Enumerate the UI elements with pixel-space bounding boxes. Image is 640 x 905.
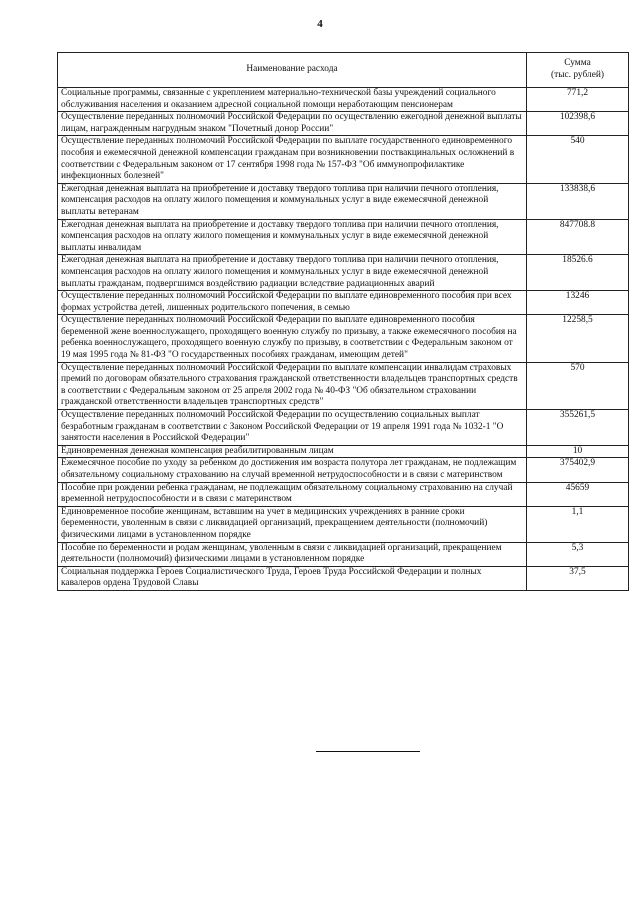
expense-sum: 37,5 [527, 566, 629, 590]
expense-sum: 10 [527, 445, 629, 458]
table-row [58, 291, 629, 315]
expense-sum: 771,2 [527, 88, 629, 112]
header-name-cell [58, 53, 527, 88]
table-row [58, 315, 629, 362]
table-row [58, 482, 629, 506]
table-row [58, 112, 629, 136]
expense-name: Осуществление переданных полномочий Российской Федерации по выплате единовременного пособия беременной жене военнослужащего, проходящего военную службу по призыву, а также ежемесячного пособия на ребенка военнослужащего, проходящего военную службу по призыву, в соответствии с Федеральным законом от 19 мая 1995 года № 81-ФЗ "О государственных пособиях гражданам, имеющим детей" [58, 315, 527, 362]
expense-sum: 5,3 [527, 542, 629, 566]
end-divider-line [316, 751, 420, 752]
page-number: 4 [317, 18, 323, 30]
expense-name: Социальная поддержка Героев Социалистического Труда, Героев Труда Российской Федерации и полных кавалеров ордена Трудовой Славы [58, 566, 527, 590]
table-row [58, 219, 629, 255]
expense-sum: 12258,5 [527, 315, 629, 362]
table-row [58, 458, 629, 482]
expense-name: Осуществление переданных полномочий Российской Федерации по осуществлению социальных выплат безработным гражданам в соответствии с Законом Российской Федерации от 19 апреля 1991 года № 1032-1 "О занятости населения в Российской Федерации" [58, 410, 527, 446]
table-row [58, 542, 629, 566]
expense-sum: 847708.8 [527, 219, 629, 255]
header-sum-label: Сумма [564, 58, 591, 69]
expense-sum: 13246 [527, 291, 629, 315]
table-row [58, 445, 629, 458]
header-sum-unit: (тыс. рублей) [550, 70, 604, 80]
expense-name: Пособие при рождении ребенка гражданам, не подлежащим обязательному социальному страхованию на случай временной нетрудоспособности и в связи с материнством [58, 482, 527, 506]
expense-sum: 18526.6 [527, 255, 629, 291]
expense-sum: 355261,5 [527, 410, 629, 446]
expense-name: Социальные программы, связанные с укреплением материально-технической базы учреждений социального обслуживания населения и оказанием адресной социальной помощи неработающим пенсионерам [58, 88, 527, 112]
expense-name: Пособие по беременности и родам женщинам, уволенным в связи с ликвидацией организаций, прекращением деятельности (полномочий) физическими лицами в установленном порядке [58, 542, 527, 566]
table-row [58, 410, 629, 446]
table-row [58, 566, 629, 590]
expense-sum: 133838,6 [527, 183, 629, 219]
table-row [58, 88, 629, 112]
expense-sum: 540 [527, 136, 629, 183]
header-sum-cell [527, 53, 629, 88]
expense-name: Ежегодная денежная выплата на приобретение и доставку твердого топлива при наличии печного отопления, компенсация расходов на оплату жилого помещения и коммунальных услуг в виде ежемесячной денежной выплаты инвалидам [58, 219, 527, 255]
table-row [58, 255, 629, 291]
expense-sum: 102398,6 [527, 112, 629, 136]
expense-name: Ежегодная денежная выплата на приобретение и доставку твердого топлива при наличии печного отопления, компенсация расходов на оплату жилого помещения и коммунальных услуг в виде ежемесячной денежной выплаты гражданам, подвергшимся воздействию радиации вследствие радиационных аварий [58, 255, 527, 291]
expense-name: Осуществление переданных полномочий Российской Федерации по выплате компенсации инвалидам страховых премий по договорам обязательного страхования гражданской ответственности владельцев транспортных средств в соответствии с Федеральным законом от 25 апреля 2002 года № 40-ФЗ "Об обязательном страховании гражданской ответственности владельцев транспортных средств" [58, 362, 527, 409]
expense-sum: 1,1 [527, 506, 629, 542]
expense-name: Осуществление переданных полномочий Российской Федерации по выплате единовременного пособия при всех формах устройства детей, лишенных родительского попечения, в семью [58, 291, 527, 315]
expense-name: Ежемесячное пособие по уходу за ребенком до достижения им возраста полутора лет гражданам, не подлежащим обязательному социальному страхованию на случай временной нетрудоспособности и в связи с материнством [58, 458, 527, 482]
table-row [58, 362, 629, 409]
expense-name: Единовременная денежная компенсация реабилитированным лицам [58, 445, 527, 458]
table-row [58, 506, 629, 542]
expense-sum: 570 [527, 362, 629, 409]
expense-sum: 375402,9 [527, 458, 629, 482]
expense-name: Единовременное пособие женщинам, вставшим на учет в медицинских учреждениях в ранние сроки беременности, уволенным в связи с ликвидацией организаций, прекращением деятельности (полномочий) физическими лицами в установленном порядке [58, 506, 527, 542]
table-row [58, 136, 629, 183]
expense-name: Осуществление переданных полномочий Российской Федерации по осуществлению ежегодной денежной выплаты лицам, награжденным нагрудным знаком "Почетный донор России" [58, 112, 527, 136]
table-header-row [58, 53, 629, 88]
expense-name: Осуществление переданных полномочий Российской Федерации по выплате государственного единовременного пособия и ежемесячной денежной компенсации гражданам при возникновении поствакцинальных осложнений в соответствии с Федеральным законом от 17 сентября 1998 года № 157-ФЗ "Об иммунопрофилактике инфекционных болезней" [58, 136, 527, 183]
expense-sum: 45659 [527, 482, 629, 506]
expense-name: Ежегодная денежная выплата на приобретение и доставку твердого топлива при наличии печного отопления, компенсация расходов на оплату жилого помещения и коммунальных услуг в виде ежемесячной денежной выплаты ветеранам [58, 183, 527, 219]
expenses-table [57, 52, 629, 591]
header-name-label: Наименование расхода [246, 64, 338, 75]
table-row [58, 183, 629, 219]
